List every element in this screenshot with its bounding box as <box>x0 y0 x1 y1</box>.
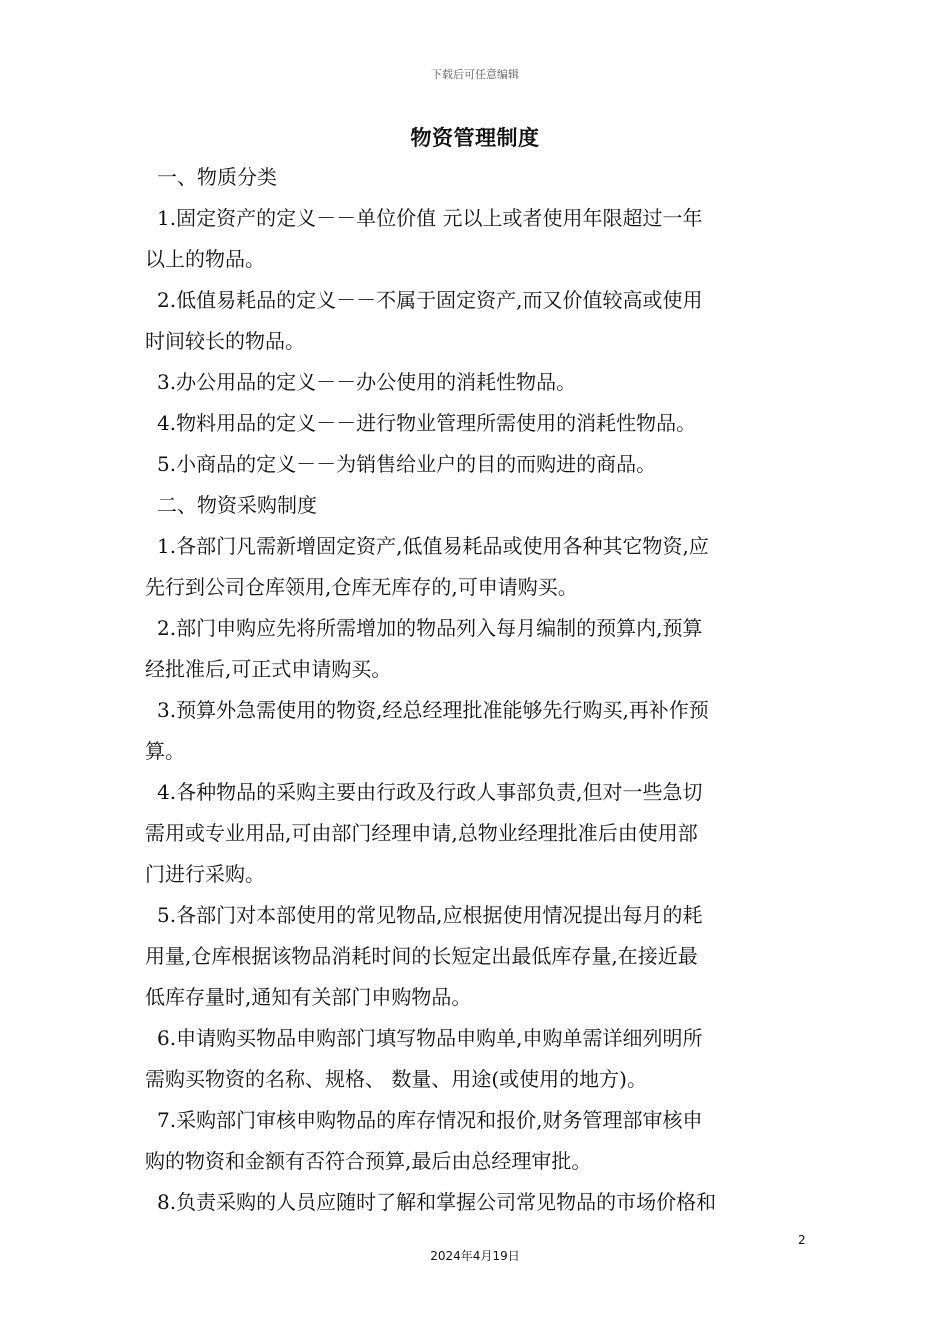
document-title: 物资管理制度 <box>410 126 540 150</box>
header-note: 下载后可任意编辑 <box>431 68 519 81</box>
paragraph-line: 8.负责采购的人员应随时了解和掌握公司常见物品的市场价格和 <box>157 1190 717 1214</box>
paragraph-line: 2.低值易耗品的定义－－不属于固定资产,而又价值较高或使用 <box>157 288 703 312</box>
paragraph-line: 先行到公司仓库领用,仓库无库存的,可申请购买。 <box>145 575 578 599</box>
paragraph-line: 3.预算外急需使用的物资,经总经理批准能够先行购买,再补作预 <box>157 698 709 722</box>
section-heading: 二、物资采购制度 <box>157 493 317 517</box>
paragraph-line: 用量,仓库根据该物品消耗时间的长短定出最低库存量,在接近最 <box>145 944 698 968</box>
paragraph-line: 4.物料用品的定义－－进行物业管理所需使用的消耗性物品。 <box>157 411 697 435</box>
paragraph-line: 购的物资和金额有否符合预算,最后由总经理审批。 <box>145 1149 592 1173</box>
paragraph-line: 5.小商品的定义－－为销售给业户的目的而购进的商品。 <box>157 452 657 476</box>
paragraph-line: 门进行采购。 <box>145 862 265 886</box>
paragraph-line: 7.采购部门审核申购物品的库存情况和报价,财务管理部审核申 <box>157 1108 703 1132</box>
paragraph-line: 需用或专业用品,可由部门经理申请,总物业经理批准后由使用部 <box>145 821 698 845</box>
paragraph-line: 1.固定资产的定义－－单位价值 元以上或者使用年限超过一年 <box>157 206 703 230</box>
paragraph-line: 6.申请购买物品申购部门填写物品申购单,申购单需详细列明所 <box>157 1026 703 1050</box>
paragraph-line: 经批准后,可正式申请购买。 <box>145 657 392 681</box>
document-body <box>145 157 820 1223</box>
paragraph-line: 低库存量时,通知有关部门申购物品。 <box>145 985 472 1009</box>
footer-date: 2024年4月19日 <box>430 1249 520 1263</box>
paragraph-line: 1.各部门凡需新增固定资产,低值易耗品或使用各种其它物资,应 <box>157 534 709 558</box>
paragraph-line: 4.各种物品的采购主要由行政及行政人事部负责,但对一些急切 <box>157 780 703 804</box>
paragraph-line: 2.部门申购应先将所需增加的物品列入每月编制的预算内,预算 <box>157 616 703 640</box>
paragraph-line: 时间较长的物品。 <box>145 329 305 353</box>
paragraph-line: 算。 <box>145 739 185 763</box>
paragraph-line: 需购买物资的名称、规格、 数量、用途(或使用的地方)。 <box>145 1067 647 1091</box>
paragraph-line: 以上的物品。 <box>145 247 265 271</box>
page-number: 2 <box>798 1233 806 1247</box>
paragraph-line: 5.各部门对本部使用的常见物品,应根据使用情况提出每月的耗 <box>157 903 703 927</box>
section-heading: 一、物质分类 <box>157 165 277 189</box>
paragraph-line: 3.办公用品的定义－－办公使用的消耗性物品。 <box>157 370 577 394</box>
